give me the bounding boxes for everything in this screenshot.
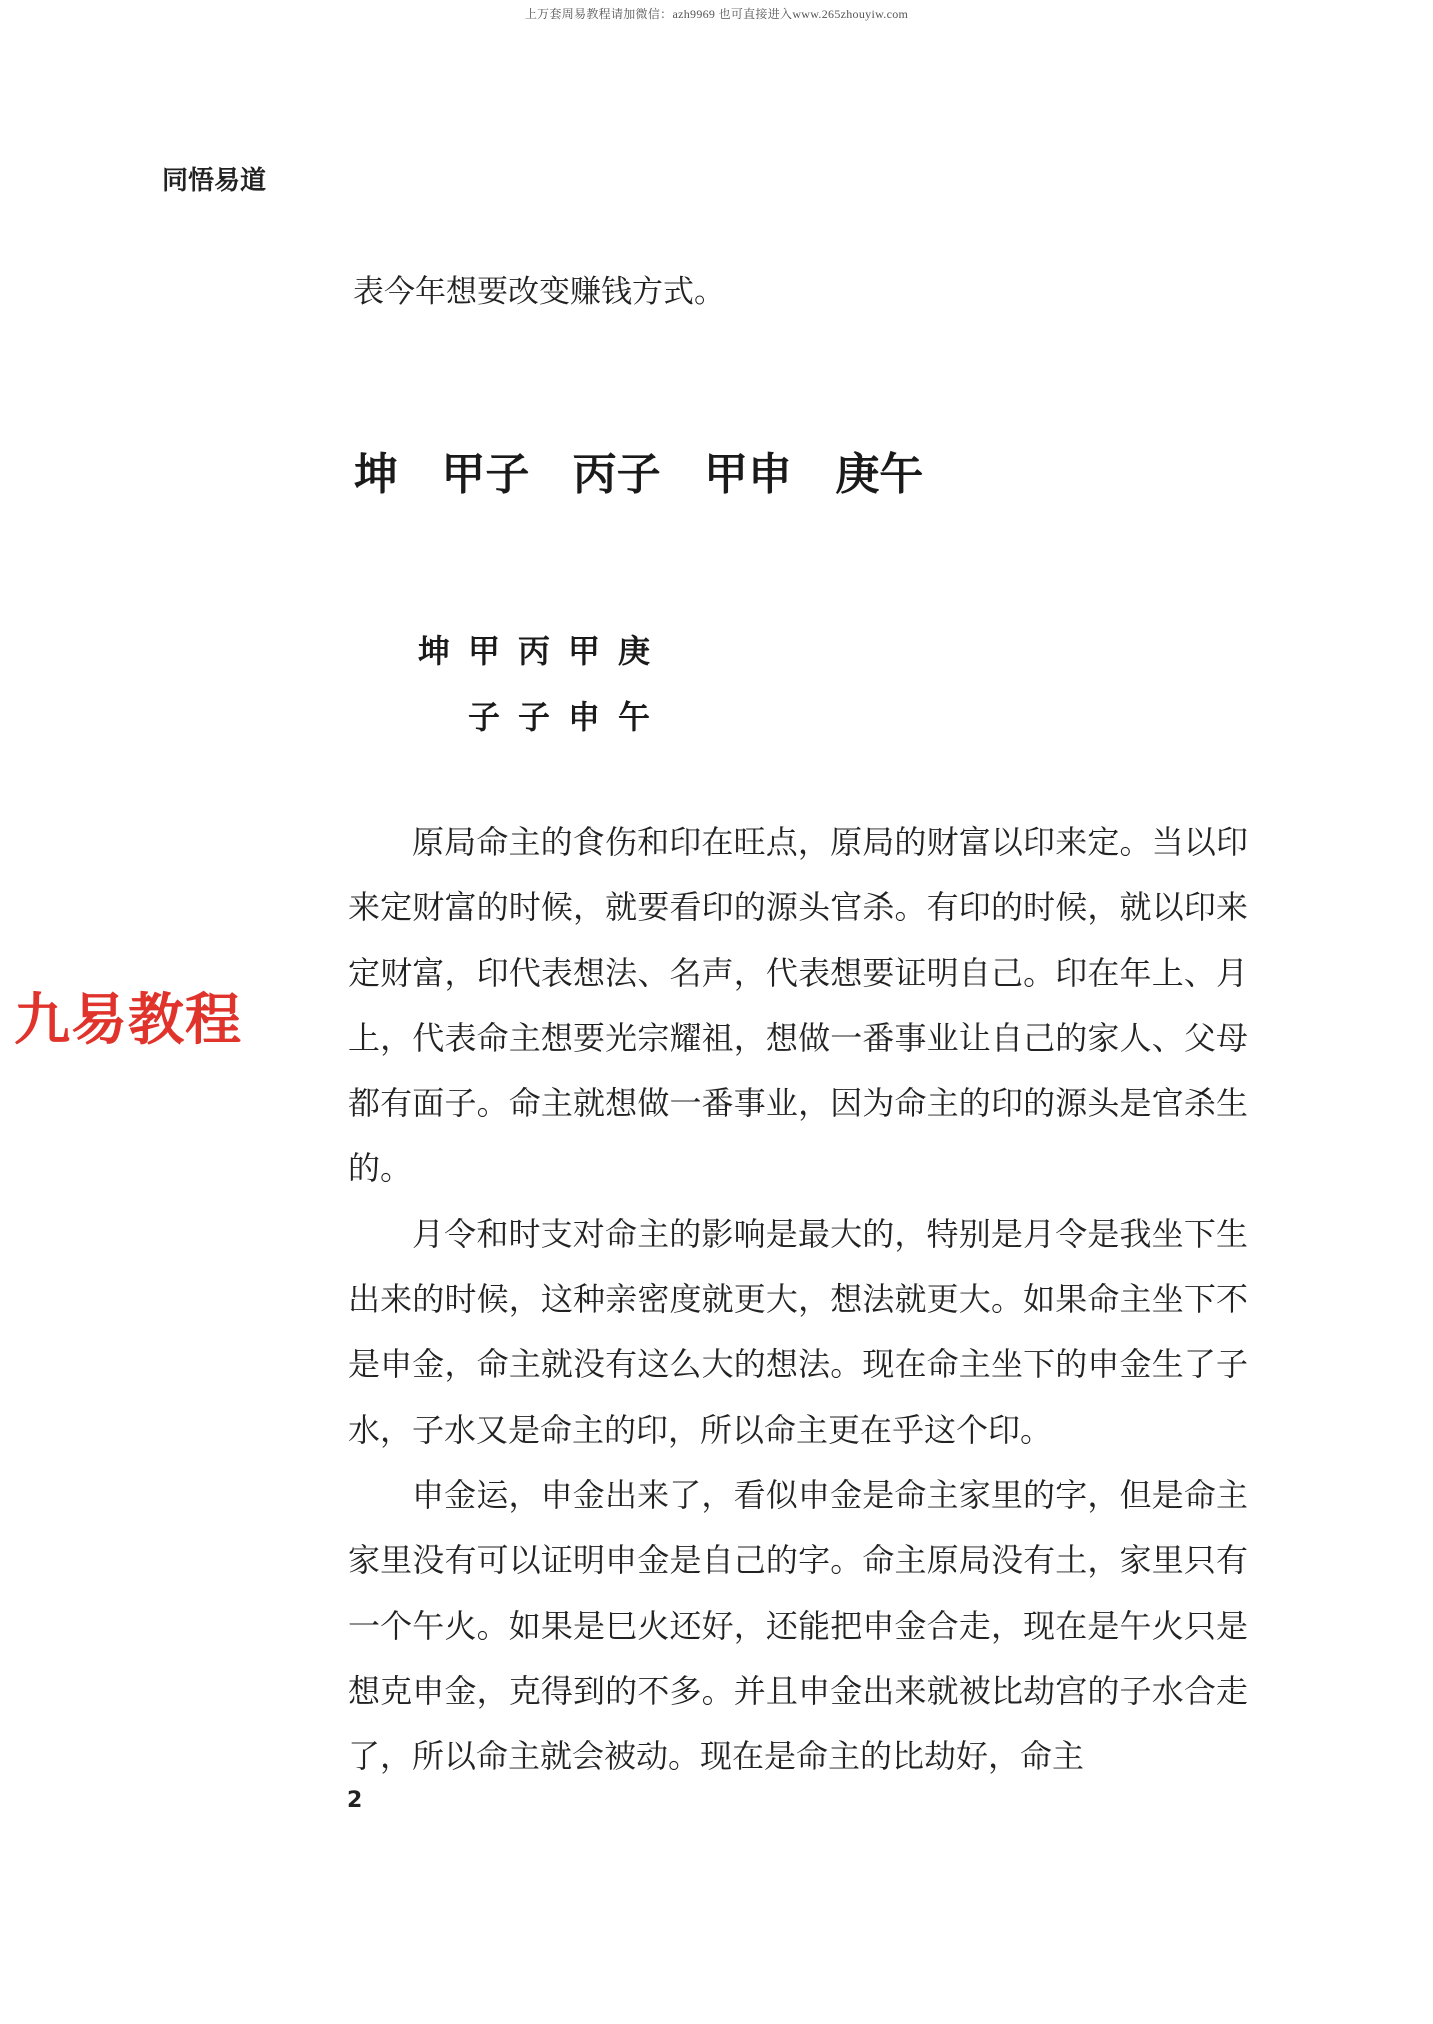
bazi-pillar-grid <box>418 616 668 748</box>
pillar-stem: 庚 <box>618 632 651 670</box>
watermark-logo: 九易教程 <box>14 988 242 1053</box>
chart-pillar-day: 甲申 <box>703 449 792 500</box>
pillar-branch: 子 <box>468 698 501 736</box>
pillar-branch: 子 <box>518 698 551 736</box>
top-banner: 上万套周易教程请加微信：azh9969 也可直接进入www.265zhouyiw.com <box>524 7 909 21</box>
body-text <box>348 810 1248 1789</box>
pillar-branch: 午 <box>618 698 651 736</box>
bazi-chart-title <box>354 438 951 502</box>
pillar-stem: 甲 <box>468 632 501 670</box>
chart-pillar-month: 丙子 <box>572 449 661 500</box>
chart-pillar-hour: 庚午 <box>835 449 924 500</box>
paragraph: 申金运，申金出来了，看似申金是命主家里的字，但是命主家里没有可以证明申金是自己的字。命主原局没有土，家里只有一个午火。如果是巳火还好，还能把申金合走，现在是午火只是想克申金，克得到的不多。并且申金出来就被比劫宫的子水合走了，所以命主就会被动。现在是命主的比劫好，命主 <box>348 1475 1248 1776</box>
intro-line: 表今年想要改变赚钱方式。 <box>353 274 725 310</box>
paragraph: 原局命主的食伤和印在旺点，原局的财富以印来定。当以印来定财富的时候，就要看印的源头官杀。有印的时候，就以印来定财富，印代表想法、名声，代表想要证明自己。印在年上、月上，代表命主想要光宗耀祖，想做一番事业让自己的家人、父母都有面子。命主就想做一番事业，因为命主的印的源头是官杀生的。 <box>348 823 1248 1188</box>
chart-gender: 坤 <box>354 449 398 500</box>
paragraph: 月令和时支对命主的影响是最大的，特别是月令是我坐下生出来的时候，这种亲密度就更大，想法就更大。如果命主坐下不是申金，命主就没有这么大的想法。现在命主坐下的申金生了子水，子水又是命主的印，所以命主更在乎这个印。 <box>348 1214 1248 1449</box>
pillar-stem: 丙 <box>518 632 551 670</box>
page-number: 2 <box>347 1788 363 1813</box>
pillar-branches-row <box>418 682 668 748</box>
pillar-stems-row <box>418 616 668 682</box>
pillar-stem: 甲 <box>568 632 601 670</box>
chart-pillar-year: 甲子 <box>441 449 530 500</box>
pillar-stem: 坤 <box>418 632 451 670</box>
running-header-book-title: 同悟易道 <box>162 166 267 196</box>
pillar-branch: 申 <box>568 698 601 736</box>
